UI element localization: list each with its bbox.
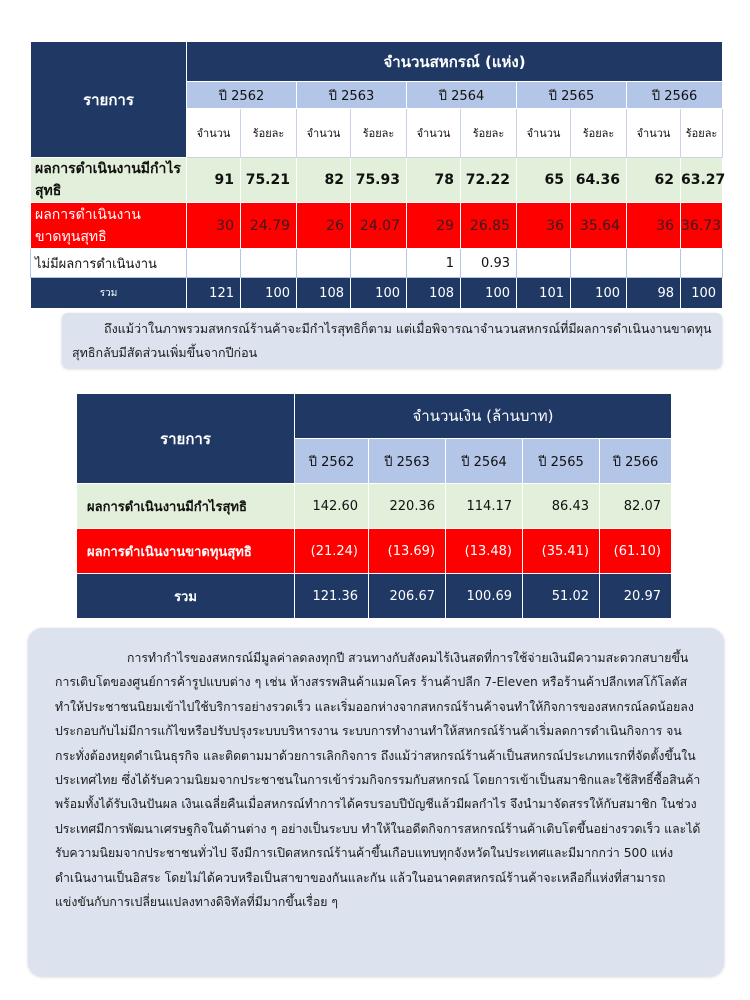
table-cell: 100 [571,278,627,309]
table-cell: 108 [407,278,461,309]
table-cell: 65 [517,158,571,203]
year-header: ปี 2565 [517,82,627,109]
table-cell: (61.10) [600,529,672,574]
amount-table [76,393,672,619]
table-cell: 35.64 [571,203,627,249]
analysis-paragraph-box [28,628,724,976]
table-cell: 26 [297,203,351,249]
table-cell: 100 [241,278,297,309]
table-cell: 62 [627,158,681,203]
table-cell: (13.48) [446,529,523,574]
row-label: ผลการดำเนินงานมีกำไรสุทธิ [77,484,295,529]
table-cell: 86.43 [523,484,600,529]
year-header: ปี 2564 [407,82,517,109]
table-cell: 1 [407,249,461,278]
percent-subheader: ร้อยละ [241,109,297,158]
year-header: ปี 2563 [369,439,446,484]
table-row-no-operation [31,249,723,278]
count-subheader: จำนวน [627,109,681,158]
cooperative-count-table [30,41,726,309]
table-cell [297,249,351,278]
year-header: ปี 2566 [627,82,723,109]
table-cell: 0.93 [461,249,517,278]
row-label: รวม [31,278,187,309]
table-cell: 91 [187,158,241,203]
table-cell: 121 [187,278,241,309]
year-header: ปี 2563 [297,82,407,109]
table-row-total [31,278,723,309]
amount-main-header: จำนวนเงิน (ล้านบาท) [295,394,672,439]
table-cell: 29 [407,203,461,249]
percent-subheader: ร้อยละ [681,109,723,158]
table-cell: 64.36 [571,158,627,203]
item-header: รายการ [31,42,187,158]
table-cell: 75.21 [241,158,297,203]
note-box [62,313,722,368]
table-cell: 36 [517,203,571,249]
year-header: ปี 2565 [523,439,600,484]
table-cell: 63.27 [681,158,723,203]
table-row-loss [77,529,672,574]
row-label: รวม [77,574,295,619]
table-cell: 100 [351,278,407,309]
table-cell: 78 [407,158,461,203]
percent-subheader: ร้อยละ [571,109,627,158]
table-cell [187,249,241,278]
table-cell: 220.36 [369,484,446,529]
count-subheader: จำนวน [297,109,351,158]
table-cell: (21.24) [295,529,369,574]
row-label: ผลการดำเนินงานขาดทุนสุทธิ [31,203,187,249]
table-cell: 51.02 [523,574,600,619]
table-cell [627,249,681,278]
year-header: ปี 2564 [446,439,523,484]
table-cell [241,249,297,278]
table-row-total [77,574,672,619]
count-main-header: จำนวนสหกรณ์ (แห่ง) [187,42,723,82]
table-cell: (13.69) [369,529,446,574]
count-subheader: จำนวน [187,109,241,158]
table-row-loss [31,203,723,249]
table-cell [571,249,627,278]
count-subheader: จำนวน [407,109,461,158]
percent-subheader: ร้อยละ [351,109,407,158]
table-cell: 121.36 [295,574,369,619]
row-label: ผลการดำเนินงานมีกำไรสุทธิ [31,158,187,203]
year-header: ปี 2566 [600,439,672,484]
table-cell: (35.41) [523,529,600,574]
year-header: ปี 2562 [187,82,297,109]
table-cell: 100 [681,278,723,309]
table-cell: 82 [297,158,351,203]
table-cell: 100 [461,278,517,309]
item-header: รายการ [77,394,295,484]
table-cell: 36.73 [681,203,723,249]
table-row-profit [77,484,672,529]
table-cell: 114.17 [446,484,523,529]
count-subheader: จำนวน [517,109,571,158]
table-cell: 100.69 [446,574,523,619]
table-cell: 24.79 [241,203,297,249]
table-cell [351,249,407,278]
row-label: ไม่มีผลการดำเนินงาน [31,249,187,278]
table-cell: 26.85 [461,203,517,249]
table-cell [517,249,571,278]
table-cell: 82.07 [600,484,672,529]
table-cell: 36 [627,203,681,249]
table-cell: 142.60 [295,484,369,529]
table-cell: 98 [627,278,681,309]
table-cell: 206.67 [369,574,446,619]
table-cell: 101 [517,278,571,309]
analysis-paragraph: การทำกำไรของสหกรณ์มีมูลค่าลดลงทุกปี สวนทางกับสังคมไร้เงินสดที่การใช้จ่ายเงินมีความสะดวกสบายขึ้น การเติบโตของศูนย์การค้ารูปแบบต่าง ๆ เช่น ห้างสรรพสินค้าแมคโคร ร้านค้าปลีก 7-Eleven หรือร้านค้าปลีกเทสโก้โลตัส ทำให้ประชาชนนิยมเข้าไปใช้บริการอย่างรวดเร็ว และเริ่มออกห่างจากสหกรณ์ร้านค้าจนทำให้กิจการของสหกรณ์ลดน้อยลง ประกอบกับไม่มีการแก้ไขหรือปรับปรุงระบบบริหารงาน ระบบการทำงานทำให้สหกรณ์ร้านค้าเริ่มลดการดำเนินกิจการ จนกระทั่งต้องหยุดดำเนินธุรกิจ และติดตามมาด้วยการเลิกกิจการ ถึงแม้ว่าสหกรณ์ร้านค้าเป็นสหกรณ์ประเภทแรกที่จัดตั้งขึ้นในประเทศไทย ซึ่งได้รับความนิยมจากประชาชนในการเข้าร่วมกิจกรรมกับสหกรณ์ โดยการเข้าเป็นสมาชิกและใช้สิทธิ์ซื้อสินค้าพร้อมทั้งได้รับเงินปันผล เงินเฉลี่ยคืนเมื่อสหกรณ์ทำการได้ครบรอบปีบัญชีแล้วมีผลกำไร จึงนำมาจัดสรรให้กับสมาชิก ในช่วงประเทศมีการพัฒนาเศรษฐกิจในด้านต่าง ๆ อย่างเป็นระบบ ทำให้ในอดีตกิจการสหกรณ์ร้านค้าเติบโตขึ้นอย่างรวดเร็ว และได้รับความนิยมจากประชาชนทั่วไป จึงมีการเปิดสหกรณ์ร้านค้าขึ้นเกือบแทบทุกจังหวัดในประเทศและมีมากกว่า 500 แห่ง ดำเนินงานเป็นอิสระ โดยไม่ได้ควบหรือเป็นสาขาของกันและกัน แล้วในอนาคตสหกรณ์ร้านค้าจะเหลือกี่แห่งที่สามารถแข่งขันกับการเปลี่ยนแปลงทางดิจิทัลที่มีมากขึ้นเรื่อย ๆ [55,651,701,910]
table-cell: 24.07 [351,203,407,249]
table-cell: 108 [297,278,351,309]
table-cell [681,249,723,278]
row-label: ผลการดำเนินงานขาดทุนสุทธิ [77,529,295,574]
table-cell: 75.93 [351,158,407,203]
table-cell: 30 [187,203,241,249]
table-cell: 72.22 [461,158,517,203]
table-row-profit [31,158,723,203]
year-header: ปี 2562 [295,439,369,484]
table-cell: 20.97 [600,574,672,619]
note-text: ถึงแม้ว่าในภาพรวมสหกรณ์ร้านค้าจะมีกำไรสุทธิก็ตาม แต่เมื่อพิจารณาจำนวนสหกรณ์ที่มีผลการดำเนินงานขาดทุนสุทธิกลับมีสัดส่วนเพิ่มขึ้นจากปีก่อน [72,321,712,360]
percent-subheader: ร้อยละ [461,109,517,158]
